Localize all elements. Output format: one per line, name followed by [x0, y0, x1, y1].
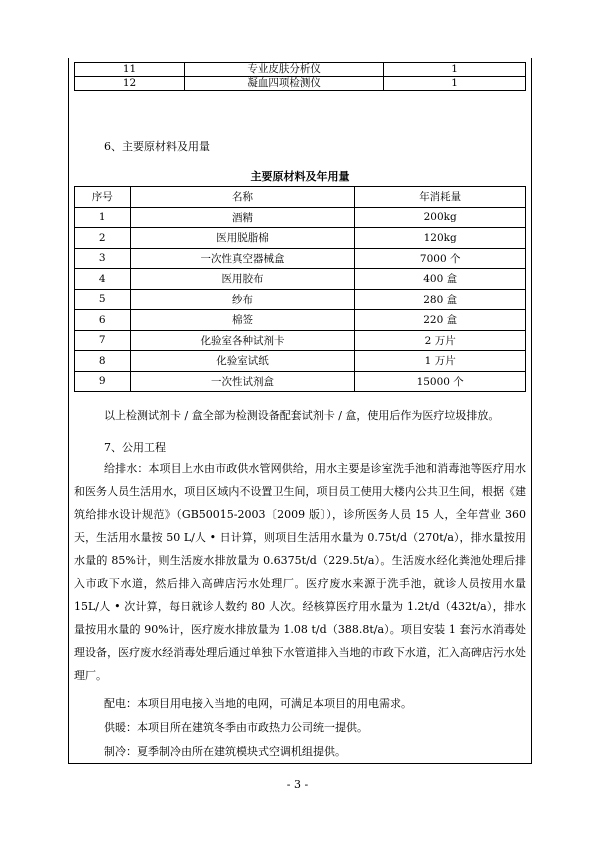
cell-name: 医用胶布: [130, 269, 355, 290]
cell-no: 9: [75, 371, 131, 392]
cell-no: 8: [75, 351, 131, 372]
table-row: [75, 289, 526, 310]
cell-name: 医用脱脂棉: [130, 228, 355, 249]
cell-no: 12: [75, 77, 185, 91]
table-header-row: [75, 187, 526, 208]
table-row: [75, 351, 526, 372]
cell-no: 5: [75, 289, 131, 310]
cell-amount: 7000 个: [355, 248, 526, 269]
cell-amount: 1 万片: [355, 351, 526, 372]
water-paragraph: 给排水：本项目上水由市政供水管网供给，用水主要是诊室洗手池和消毒池等医疗用水和医务人员生活用水，项目区域内不设置卫生间，项目员工使用大楼内公共卫生间，根据《建筑给排水设计规范》（GB50015-2003〔2009 版〕），诊所医务人员 15 人，全年营业 360 天，生活用水量按 50 L/人 • 日计算，则项目生活用水量为 0.75t/d（270t/a），排水量按用水量的 85%计，则生活废水排放量为 0.6375t/d（229.5t/a）。生活废水经化粪池处理后排入市政下水道，然后排入高碑店污水处理厂。医疗废水来源于洗手池，就诊人员按用水量 15L/人 • 次计算，每日就诊人数约 80 人次。经核算医疗用水量为 1.2t/d（432t/a），排水量按用水量的 90%计，医疗废水排放量为 1.08 t/d（388.8t/a）。项目安装 1 套污水消毒处理设备，医疗废水经消毒处理后通过单独下水管道排入当地的市政下水道，汇入高碑店污水处理厂。: [74, 462, 526, 682]
cell-amount: 120kg: [355, 228, 526, 249]
table-row: [75, 371, 526, 392]
table-row: [75, 310, 526, 331]
table-row: [75, 269, 526, 290]
section-6-title: 6、主要原材料及用量: [104, 140, 210, 153]
materials-note: 以上检测试剂卡 / 盒全部为检测设备配套试剂卡 / 盒，使用后作为医疗垃圾排放。: [104, 409, 500, 422]
cell-name: 一次性真空器械盒: [130, 248, 355, 269]
table-row: [75, 330, 526, 351]
cell-amount: 280 盒: [355, 289, 526, 310]
cell-amount: 15000 个: [355, 371, 526, 392]
header-name: 名称: [130, 187, 355, 208]
cell-no: 1: [75, 207, 131, 228]
cell-amount: 2 万片: [355, 330, 526, 351]
cell-no: 7: [75, 330, 131, 351]
table-row: [75, 248, 526, 269]
power-paragraph: 配电：本项目用电接入当地的电网，可满足本项目的用电需求。: [104, 697, 412, 710]
heating-paragraph: 供暖：本项目所在建筑冬季由市政热力公司统一提供。: [104, 721, 368, 734]
cell-no: 6: [75, 310, 131, 331]
cell-no: 4: [75, 269, 131, 290]
header-amount: 年消耗量: [355, 187, 526, 208]
cell-no: 11: [75, 63, 185, 77]
cell-no: 2: [75, 228, 131, 249]
cell-name: 化验室试纸: [130, 351, 355, 372]
materials-table: [74, 186, 526, 392]
cell-name: 棉签: [130, 310, 355, 331]
page-number: - 3 -: [286, 778, 309, 791]
cell-name: 纱布: [130, 289, 355, 310]
table-row: [75, 207, 526, 228]
cell-amount: 200kg: [355, 207, 526, 228]
cell-no: 3: [75, 248, 131, 269]
table-row: [75, 63, 526, 77]
equipment-table: [74, 62, 526, 91]
cell-name: 化验室各种试剂卡: [130, 330, 355, 351]
table-row: [75, 77, 526, 91]
section-7-title: 7、公用工程: [104, 441, 166, 454]
materials-table-title: 主要原材料及年用量: [250, 170, 350, 183]
cell-name: 酒精: [130, 207, 355, 228]
cell-qty: 1: [384, 63, 526, 77]
cell-qty: 1: [384, 77, 526, 91]
table-row: [75, 228, 526, 249]
header-no: 序号: [75, 187, 131, 208]
cell-amount: 220 盒: [355, 310, 526, 331]
cell-amount: 400 盒: [355, 269, 526, 290]
cell-name: 一次性试剂盒: [130, 371, 355, 392]
cell-name: 专业皮肤分析仪: [185, 63, 384, 77]
cooling-paragraph: 制冷：夏季制冷由所在建筑模块式空调机组提供。: [104, 745, 346, 758]
cell-name: 凝血四项检测仪: [185, 77, 384, 91]
